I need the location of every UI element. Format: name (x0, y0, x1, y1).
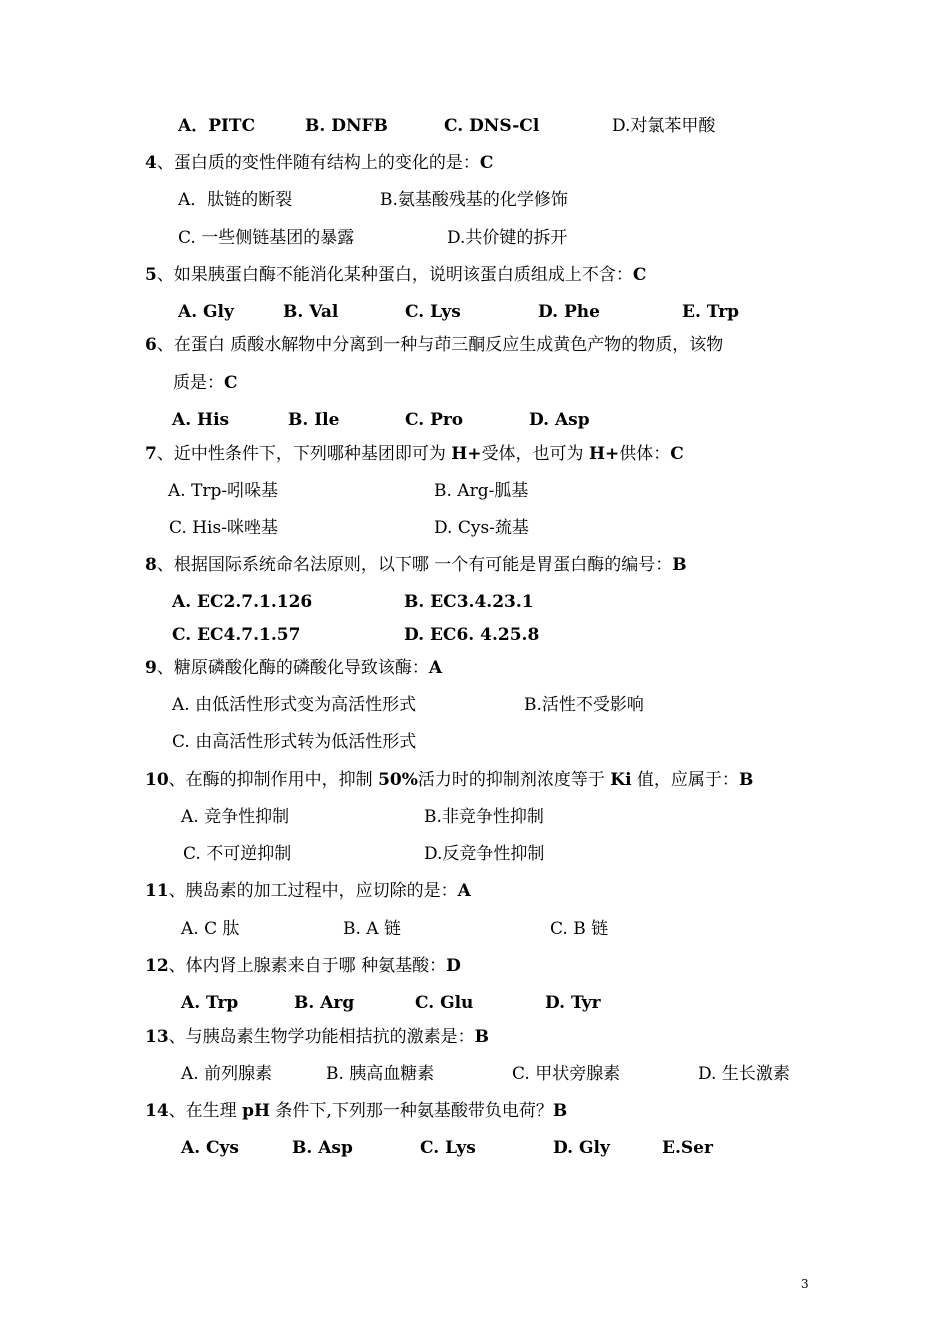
q10-option-a: A. 竞争性抑制 (181, 807, 290, 827)
ki-term: Ki (610, 770, 632, 790)
q6-option-b: B. Ile (288, 410, 340, 430)
q5-option-d: D. Phe (538, 302, 600, 322)
question-answer: C (670, 444, 684, 464)
question-stem: 、在蛋白 质酸水解物中分离到一种与茚三酮反应生成黄色产物的物质，该物 (156, 335, 724, 355)
page-number: 3 (801, 1277, 809, 1291)
q14-option-e: E.Ser (662, 1138, 713, 1158)
q5-option-a: A. Gly (178, 302, 234, 322)
q7-option-c: C. His-咪唑基 (169, 518, 278, 538)
question-stem: 、在酶的抑制作用中，抑制 (168, 770, 379, 790)
question-number: 7 (145, 444, 157, 464)
question-10 (145, 769, 753, 791)
question-stem: 活力时的抑制剂浓度等于 (417, 770, 611, 790)
question-stem: 、与胰岛素生物学功能相拮抗的激素是： (168, 1027, 475, 1047)
question-answer: C (224, 373, 238, 393)
q12-option-b: B. Arg (294, 993, 355, 1013)
question-stem: 供体： (619, 444, 671, 464)
question-number: 11 (145, 881, 169, 901)
question-8 (145, 554, 687, 576)
question-answer: B (552, 1101, 568, 1121)
q4-option-d: D.共价键的拆开 (447, 228, 568, 248)
question-stem: 、近中性条件下，下列哪种基团即可为 (156, 444, 452, 464)
q7-option-d: D. Cys-巯基 (434, 518, 529, 538)
q10-option-b: B.非竞争性抑制 (424, 807, 544, 827)
question-answer: A (428, 658, 443, 678)
h-plus-term: H+ (451, 444, 482, 464)
question-number: 10 (145, 770, 169, 790)
q12-option-d: D. Tyr (545, 993, 601, 1013)
q12-option-c: C. Glu (415, 993, 474, 1013)
q9-option-a: A. 由低活性形式变为高活性形式 (172, 695, 417, 715)
question-stem: 、体内肾上腺素来自于哪 种氨基酸： (168, 956, 447, 976)
question-answer: B (474, 1027, 490, 1047)
question-number: 6 (145, 335, 157, 355)
q12-option-a: A. Trp (181, 993, 239, 1013)
q8-option-d: D. EC6. 4.25.8 (404, 625, 540, 645)
question-stem: 条件下,下列那一种氨基酸带负电荷？ (270, 1101, 553, 1121)
q6-option-a: A. His (172, 410, 230, 430)
question-number: 12 (145, 956, 169, 976)
q5-option-c: C. Lys (405, 302, 461, 322)
question-5 (145, 264, 646, 286)
question-number: 4 (145, 153, 157, 173)
question-answer: D (446, 956, 461, 976)
q14-option-a: A. Cys (181, 1138, 240, 1158)
question-stem: 、在生理 (168, 1101, 243, 1121)
question-6 (145, 334, 723, 356)
question-12 (145, 955, 461, 977)
q3-option-c: C. DNS-Cl (444, 116, 540, 136)
q14-option-d: D. Gly (553, 1138, 610, 1158)
question-14 (145, 1100, 567, 1122)
q13-option-b: B. 胰高血糖素 (326, 1064, 435, 1084)
question-stem: 值，应属于： (631, 770, 739, 790)
question-stem-continued: 质是： (173, 373, 224, 393)
q3-option-d: D.对氯苯甲酸 (612, 116, 716, 136)
question-answer: B (738, 770, 754, 790)
question-stem: 受体，也可为 (481, 444, 589, 464)
q13-option-d: D. 生长激素 (698, 1064, 790, 1084)
q3-option-a: A．PITC (178, 116, 256, 136)
question-answer: C (479, 153, 494, 173)
q5-option-b: B. Val (283, 302, 339, 322)
q6-option-d: D. Asp (529, 410, 590, 430)
q13-option-a: A. 前列腺素 (181, 1064, 273, 1084)
q10-option-c: C. 不可逆抑制 (183, 844, 292, 864)
question-number: 5 (145, 265, 157, 285)
q5-option-e: E. Trp (682, 302, 740, 322)
question-answer: C (632, 265, 647, 285)
question-stem: 、糖原磷酸化酶的磷酸化导致该酶： (156, 658, 429, 678)
q8-option-b: B. EC3.4.23.1 (404, 592, 534, 612)
question-number: 14 (145, 1101, 169, 1121)
q13-option-c: C. 甲状旁腺素 (512, 1064, 621, 1084)
question-answer: A (457, 881, 471, 901)
q10-option-d: D.反竞争性抑制 (424, 844, 545, 864)
question-stem: 、根据国际系统命名法原则，以下哪 一个有可能是胃蛋白酶的编号： (156, 555, 673, 575)
q14-option-b: B. Asp (292, 1138, 353, 1158)
h-plus-term: H+ (588, 444, 620, 464)
question-number: 13 (145, 1027, 169, 1047)
q9-option-c: C. 由高活性形式转为低活性形式 (172, 732, 417, 752)
q6-option-c: C. Pro (405, 410, 464, 430)
q14-option-c: C. Lys (420, 1138, 476, 1158)
ph-term: pH (242, 1101, 271, 1121)
question-4 (145, 152, 493, 174)
question-answer: B (672, 555, 687, 575)
q8-option-a: A. EC2.7.1.126 (172, 592, 313, 612)
q8-option-c: C. EC4.7.1.57 (172, 625, 301, 645)
question-6-continued (173, 372, 238, 394)
q4-option-b: B.氨基酸残基的化学修饰 (380, 190, 568, 210)
q7-option-b: B. Arg-胍基 (434, 481, 529, 501)
percent-term: 50% (378, 770, 418, 790)
question-11 (145, 880, 471, 902)
question-13 (145, 1026, 489, 1048)
q9-option-b: B.活性不受影响 (524, 695, 644, 715)
question-number: 8 (145, 555, 157, 575)
question-stem: 、蛋白质的变性伴随有结构上的变化的是： (156, 153, 480, 173)
question-7 (145, 443, 684, 465)
q11-option-b: B. A 链 (343, 919, 401, 939)
question-stem: 、如果胰蛋白酶不能消化某种蛋白，说明该蛋白质组成上不含： (156, 265, 633, 285)
question-9 (145, 657, 442, 679)
q4-option-a: A．肽链的断裂 (178, 190, 293, 210)
q3-option-b: B. DNFB (305, 116, 388, 136)
q4-option-c: C. 一些侧链基团的暴露 (178, 228, 355, 248)
question-number: 9 (145, 658, 157, 678)
q7-option-a: A. Trp-吲哚基 (168, 481, 279, 501)
q11-option-a: A. C 肽 (181, 919, 240, 939)
question-stem: 、胰岛素的加工过程中，应切除的是： (168, 881, 458, 901)
q11-option-c: C. B 链 (550, 919, 609, 939)
